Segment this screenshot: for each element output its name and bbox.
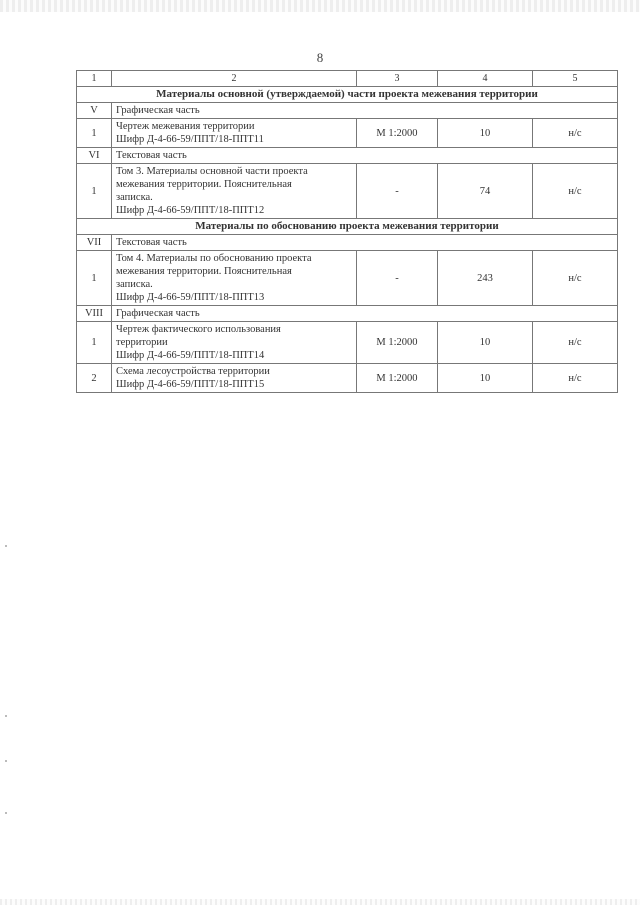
group-number: VI bbox=[77, 148, 112, 164]
count-cell: 10 bbox=[438, 119, 533, 148]
documents-table bbox=[76, 70, 618, 393]
count-cell: 10 bbox=[438, 322, 533, 364]
scan-edge-top bbox=[0, 0, 640, 12]
group-label: Графическая часть bbox=[112, 306, 618, 322]
mark-cell: н/с bbox=[533, 164, 618, 219]
scan-speck bbox=[5, 812, 7, 814]
scan-edge-bottom bbox=[0, 899, 640, 905]
document-code: Шифр Д-4-66-59/ППТ/18-ППТ13 bbox=[116, 292, 265, 303]
document-title-line: записка. bbox=[116, 279, 153, 290]
document-title-line: межевания территории. Пояснительная bbox=[116, 179, 292, 190]
group-row-vii bbox=[77, 235, 618, 251]
document-title-line: Чертеж фактического использования bbox=[116, 324, 281, 335]
row-number: 1 bbox=[77, 251, 112, 306]
document-code: Шифр Д-4-66-59/ППТ/18-ППТ12 bbox=[116, 205, 265, 216]
count-cell: 74 bbox=[438, 164, 533, 219]
scan-speck bbox=[5, 545, 7, 547]
scale-cell: М 1:2000 bbox=[357, 119, 438, 148]
group-label: Графическая часть bbox=[112, 103, 618, 119]
document-title-line: межевания территории. Пояснительная bbox=[116, 266, 292, 277]
document-title bbox=[112, 251, 357, 306]
document-title bbox=[112, 119, 357, 148]
column-number: 3 bbox=[357, 71, 438, 87]
mark-cell: н/с bbox=[533, 119, 618, 148]
scale-cell: М 1:2000 bbox=[357, 364, 438, 393]
group-row-v bbox=[77, 103, 618, 119]
section-title: Материалы основной (утверждаемой) части проекта межевания территории bbox=[77, 87, 618, 103]
document-title-line: Том 3. Материалы основной части проекта bbox=[116, 166, 308, 177]
table-row bbox=[77, 251, 618, 306]
document-title-line: записка. bbox=[116, 192, 153, 203]
table-row bbox=[77, 119, 618, 148]
group-label: Текстовая часть bbox=[112, 148, 618, 164]
column-number: 5 bbox=[533, 71, 618, 87]
table-row bbox=[77, 364, 618, 393]
group-row-viii bbox=[77, 306, 618, 322]
row-number: 1 bbox=[77, 322, 112, 364]
section-title: Материалы по обоснованию проекта межевания территории bbox=[77, 219, 618, 235]
document-title bbox=[112, 164, 357, 219]
document-code: Шифр Д-4-66-59/ППТ/18-ППТ15 bbox=[116, 379, 265, 390]
table-row bbox=[77, 164, 618, 219]
document-title bbox=[112, 322, 357, 364]
document-title-line: Том 4. Материалы по обоснованию проекта bbox=[116, 253, 312, 264]
document-code: Шифр Д-4-66-59/ППТ/18-ППТ11 bbox=[116, 134, 264, 145]
scan-speck bbox=[5, 760, 7, 762]
row-number: 1 bbox=[77, 164, 112, 219]
scale-cell: - bbox=[357, 164, 438, 219]
mark-cell: н/с bbox=[533, 364, 618, 393]
count-cell: 10 bbox=[438, 364, 533, 393]
group-number: V bbox=[77, 103, 112, 119]
column-number: 1 bbox=[77, 71, 112, 87]
column-number: 4 bbox=[438, 71, 533, 87]
section-row-main bbox=[77, 87, 618, 103]
mark-cell: н/с bbox=[533, 322, 618, 364]
document-title bbox=[112, 364, 357, 393]
document-code: Шифр Д-4-66-59/ППТ/18-ППТ14 bbox=[116, 350, 265, 361]
count-cell: 243 bbox=[438, 251, 533, 306]
column-number: 2 bbox=[112, 71, 357, 87]
group-row-vi bbox=[77, 148, 618, 164]
document-title-line: Чертеж межевания территории bbox=[116, 121, 255, 132]
page-number: 8 bbox=[316, 50, 324, 65]
row-number: 1 bbox=[77, 119, 112, 148]
scale-cell: - bbox=[357, 251, 438, 306]
column-numbers-row bbox=[77, 71, 618, 87]
scan-speck bbox=[5, 715, 7, 717]
group-number: VII bbox=[77, 235, 112, 251]
table-row bbox=[77, 322, 618, 364]
document-title-line: Схема лесоустройства территории bbox=[116, 366, 270, 377]
row-number: 2 bbox=[77, 364, 112, 393]
group-number: VIII bbox=[77, 306, 112, 322]
document-title-line: территории bbox=[116, 337, 168, 348]
mark-cell: н/с bbox=[533, 251, 618, 306]
group-label: Текстовая часть bbox=[112, 235, 618, 251]
scale-cell: М 1:2000 bbox=[357, 322, 438, 364]
section-row-justification bbox=[77, 219, 618, 235]
